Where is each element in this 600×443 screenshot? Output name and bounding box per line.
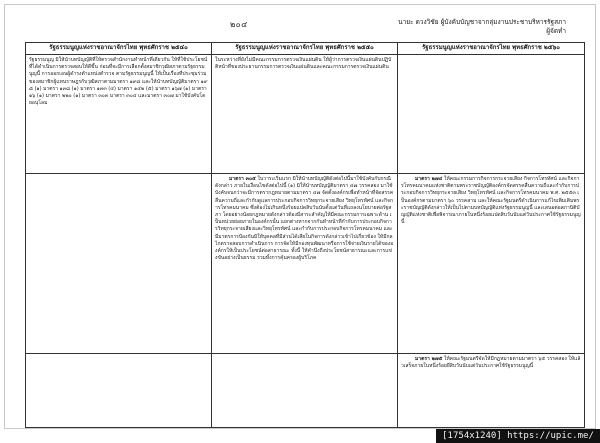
table-cell — [398, 174, 585, 354]
table-cell — [212, 354, 398, 428]
section-label: มาตรา ๓๐๕ — [229, 176, 256, 182]
table-cell — [26, 55, 212, 174]
column-header-2560: รัฐธรรมนูญแห่งราชอาณาจักรไทย พุทธศักราช ๒๕๖๐ — [398, 43, 585, 55]
section-body: ให้คณะกรรมการกิจการกระจายเสียง กิจการโทรทัศน์ และกิจการโทรคมนาคมแห่งชาติตามพระราชบัญญัติองค์กรจัดสรรคลื่นความถี่และกำกับการประกอบกิจการวิทยุกระจายเสียง วิทยุโทรทัศน์ และกิจการโทรคมนาคม พ.ศ. ๒๕๕๓ เป็นองค์กรตามมาตรา ๖๐ วรรคสาม และให้คณะรัฐมนตรีดำเนินการแก้ไขเพิ่มเติมพระราชบัญญัติดังกล่าวให้เป็นไปตามบทบัญญัติแห่งรัฐธรรมนูญนี้ และเสนอต่อสภานิติบัญญัติแห่งชาติเพื่อพิจารณาภายในหนึ่งร้อยแปดสิบวันนับแต่วันประกาศใช้รัฐธรรมนูญนี้ — [401, 176, 581, 226]
table-cell — [212, 174, 398, 354]
table-cell — [398, 55, 585, 174]
image-host-watermark: [1754x1240] https://upic.me/ — [436, 429, 600, 443]
author-line-1: นายะ ดวงวิชัย ผู้บังคับบัญชาจากลุ่มงานประชาบริหารรัฐสภา — [398, 18, 566, 26]
author-credit — [380, 18, 566, 36]
cell-text-2550-row2 — [215, 176, 394, 262]
section-label: มาตรา ๒๗๕ — [415, 356, 443, 362]
author-line-2: ผู้จัดทำ — [546, 27, 566, 35]
cell-text-2550-row1: ในระหว่างที่ยังไม่มีคณะกรรมการตรวจเงินแผ่นดิน ให้ผู้ว่าการตรวจเงินแผ่นดินปฏิบัติหน้าที่ของประธานกรรมการตรวจเงินแผ่นดินและคณะกรรมการตรวจเงินแผ่นดิน — [215, 57, 392, 71]
cell-text-2560-row3 — [401, 356, 581, 370]
table-row — [26, 55, 585, 174]
column-header-2540: รัฐธรรมนูญแห่งราชอาณาจักรไทย พุทธศักราช ๒๕๔๐ — [26, 43, 212, 55]
table-cell — [212, 55, 398, 174]
table-header-row — [26, 43, 585, 55]
table-row — [26, 174, 585, 354]
table-row — [26, 354, 585, 428]
column-header-2550: รัฐธรรมนูญแห่งราชอาณาจักรไทย พุทธศักราช ๒๕๕๐ — [212, 43, 398, 55]
table-cell — [26, 174, 212, 354]
cell-text-2560-row2 — [401, 176, 581, 226]
comparison-table — [25, 42, 585, 428]
section-body: ในวาระเริ่มแรก มิให้นำบทบัญญัติดังต่อไปนี้มาใช้บังคับกับกรณีดังกล่าว ภายในเงื่อนไขดังต่อไปนี้ (๑) มิให้นำบทบัญญัติมาตรา ๔๗ วรรคสอง มาใช้บังคับจนกว่าจะมีการตรากฎหมายตามมาตรา ๔๗ จัดตั้งองค์กรเพื่อทำหน้าที่จัดสรรคลื่นความถี่และกำกับดูแลการประกอบกิจการวิทยุกระจายเสียง วิทยุโทรทัศน์ และกิจการโทรคมนาคม ซึ่งต้องไม่เกินหนึ่งร้อยแปดสิบวันนับตั้งแต่วันที่แถลงนโยบายต่อรัฐสภา โดยอย่างน้อยกฎหมายดังกล่าวต้องมีสาระสำคัญให้มีคณะกรรมการเฉพาะด้าน เป็นหน่วยย่อยภายในองค์กรนั้น แยกต่างหากจากกันทำหน้าที่กำกับการประกอบกิจการวิทยุกระจายเสียงและวิทยุโทรทัศน์ และกำกับการประกอบกิจการโทรคมนาคม และมีมาตรการป้องกันมิให้บุคคลที่มีส่วนได้เสียในกิจการดังกล่าวเข้าไปเกี่ยวข้อง ให้มีกลไกตรวจสอบการดำเนินการ การจัดให้มีกองทุนพัฒนาหรือการใช้จ่ายเงินรายได้ขององค์กรให้เป็นประโยชน์ต่อสาธารณะ ทั้งนี้ ให้คำนึงถึงประโยชน์สาธารณะและการแข่งขันอย่างเป็นธรรม รวมทั้งการคุ้มครองผู้บริโภค — [215, 176, 394, 262]
section-body: ให้คณะรัฐมนตรีจัดให้มีกฎหมายตามมาตรา ๖๕ วรรคสอง ให้แล้วเสร็จภายในหนึ่งร้อยยี่สิบวันนับแต่วันประกาศใช้รัฐธรรมนูญนี้ — [401, 356, 581, 370]
cell-text-2540-row1: รัฐธรรมนูญ มิให้นำบทบัญญัติที่ให้ตรวจสำนักงานทำหน้าที่เดียวกัน ให้ที่ใช้ประโยชน์ที่ได้ดำเนินการตรวจสอบให้ดีขึ้น ก่อนที่จะมีการเลือกตั้งสมาชิกวุฒิสภาตามรัฐธรรมนูญนี้ การออกเอนผู้ดำรงตำแหน่งตำรวจ ตามรัฐธรรมนูญนี้ ให้เป็นเรื่องที่ประชุมร่วมของสมาชิกผู้แทนราษฎรกับวุฒิสภาตามมาตรา ๑๙๘ และให้นำบทบัญญัติมาตรา ๑๙๘ (๑) มาตรา ๑๓๘ (๑) มาตรา ๑๓๓ (๔) มาตรา ๑๔๒ (๕) มาตรา ๑๖๗ (๑) มาตรา ๑๖ (๑) มาตรา ๒๒๐ (๑) มาตรา ๓๐๓ มาตรา ๓๐๔ และมาตรา ๓๐๗ มาใช้บังคับโดยอนุโลม — [29, 57, 208, 107]
table-cell — [26, 354, 212, 428]
document-page — [4, 4, 596, 429]
table-cell — [398, 354, 585, 428]
page-number: ๒๐๔ — [230, 20, 248, 29]
section-label: มาตรา ๒๗๔ — [415, 176, 443, 182]
